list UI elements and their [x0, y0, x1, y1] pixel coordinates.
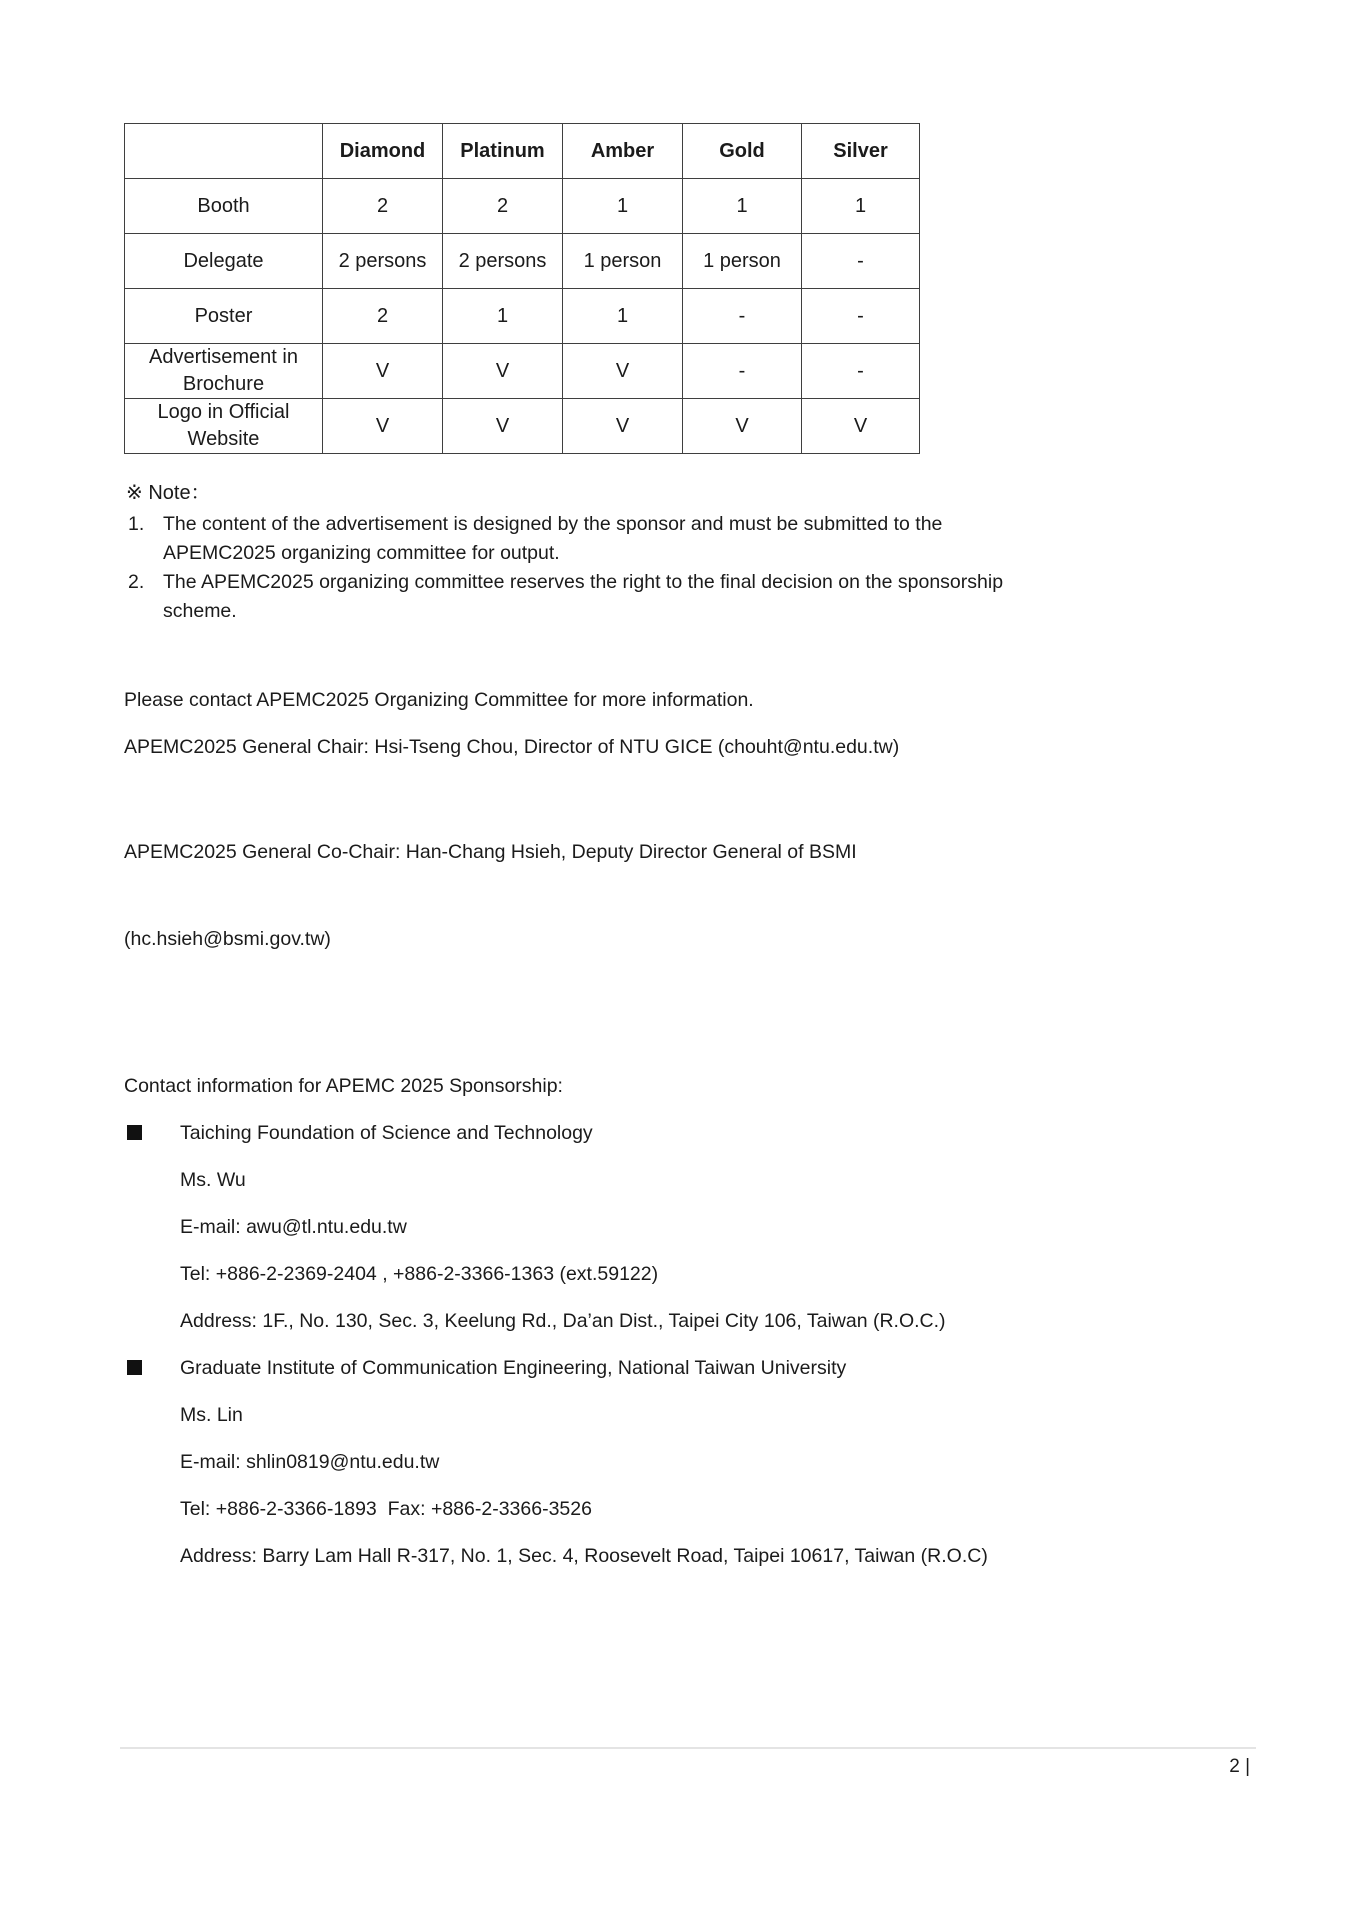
general-cochair-line-1: APEMC2025 General Co-Chair: Han-Chang Hsieh, Deputy Director General of BSMI [124, 841, 857, 863]
note-item-1 [124, 510, 1258, 568]
note-item-2 [124, 568, 1258, 626]
row-label-delegate: Delegate [125, 234, 323, 289]
table-row-booth [125, 179, 920, 234]
column-header-diamond: Diamond [323, 124, 443, 179]
table-row-poster [125, 289, 920, 344]
general-cochair-line-2: (hc.hsieh@bsmi.gov.tw) [124, 928, 331, 950]
document-content [124, 123, 1258, 1589]
table-cell: 1 [683, 179, 802, 234]
footer-divider [120, 1747, 1256, 1749]
note-heading: ※ Note： [126, 482, 211, 504]
table-cell: 2 persons [443, 234, 563, 289]
org-address: Address: Barry Lam Hall R-317, No. 1, Sec. 4, Roosevelt Road, Taipei 10617, Taiwan (R.O.C) [180, 1545, 988, 1567]
table-header-row [125, 124, 920, 179]
note-item-line: scheme. [163, 600, 237, 622]
org-contact-person: Ms. Wu [180, 1169, 246, 1191]
square-bullet-icon [127, 1125, 142, 1140]
column-header-gold: Gold [683, 124, 802, 179]
table-cell: V [443, 344, 563, 399]
note-item-number: 2. [128, 571, 145, 593]
table-cell: V [443, 399, 563, 454]
page-number: 2 | [1229, 1756, 1250, 1777]
sponsorship-tiers-table [124, 123, 920, 454]
table-cell: 2 [443, 179, 563, 234]
table-cell: V [323, 344, 443, 399]
org-name-row [124, 1119, 1258, 1148]
org-telephone: Tel: +886-2-2369-2404 , +886-2-3366-1363 (ext.59122) [180, 1263, 659, 1285]
row-label-booth: Booth [125, 179, 323, 234]
org-name: Taiching Foundation of Science and Technology [180, 1122, 593, 1144]
sponsor-org-gice [124, 1354, 1258, 1571]
table-row-delegate [125, 234, 920, 289]
table-cell: - [683, 289, 802, 344]
row-label-logo: Logo in Official Website [125, 399, 323, 454]
column-header-silver: Silver [802, 124, 920, 179]
table-row-advertisement [125, 344, 920, 399]
row-label-poster: Poster [125, 289, 323, 344]
table-cell: 1 [802, 179, 920, 234]
org-address: Address: 1F., No. 130, Sec. 3, Keelung Rd., Da’an Dist., Taipei City 106, Taiwan (R.O.C.) [180, 1310, 946, 1332]
table-cell: - [802, 344, 920, 399]
org-name: Graduate Institute of Communication Engineering, National Taiwan University [180, 1357, 847, 1379]
general-cochair-block [124, 780, 1258, 1012]
table-cell: 1 person [563, 234, 683, 289]
contact-intro: Please contact APEMC2025 Organizing Committee for more information. [124, 689, 754, 711]
table-cell: 2 [323, 289, 443, 344]
square-bullet-icon [127, 1360, 142, 1375]
table-cell: 2 persons [323, 234, 443, 289]
org-name-row [124, 1354, 1258, 1383]
table-cell: 2 [323, 179, 443, 234]
table-cell: 1 [443, 289, 563, 344]
sponsor-org-taiching [124, 1119, 1258, 1336]
column-header-platinum: Platinum [443, 124, 563, 179]
org-contact-person: Ms. Lin [180, 1404, 243, 1426]
table-cell: V [683, 399, 802, 454]
corner-cell [125, 124, 323, 179]
note-item-line: APEMC2025 organizing committee for output. [163, 542, 560, 564]
table-row-logo [125, 399, 920, 454]
table-cell: 1 [563, 179, 683, 234]
sponsorship-contact-heading: Contact information for APEMC 2025 Sponsorship: [124, 1075, 563, 1097]
note-item-line: The content of the advertisement is designed by the sponsor and must be submitted to the [163, 513, 943, 535]
note-item-number: 1. [128, 513, 145, 535]
table-cell: V [802, 399, 920, 454]
table-cell: - [683, 344, 802, 399]
org-email: E-mail: awu@tl.ntu.edu.tw [180, 1216, 407, 1238]
table-cell: V [563, 399, 683, 454]
note-item-line: The APEMC2025 organizing committee reserves the right to the final decision on the sponsorship [163, 571, 1004, 593]
table-cell: - [802, 234, 920, 289]
general-chair-line: APEMC2025 General Chair: Hsi-Tseng Chou, Director of NTU GICE (chouht@ntu.edu.tw) [124, 736, 900, 758]
org-telephone: Tel: +886-2-3366-1893 Fax: +886-2-3366-3526 [180, 1498, 592, 1520]
row-label-advertisement: Advertisement in Brochure [125, 344, 323, 399]
column-header-amber: Amber [563, 124, 683, 179]
table-cell: V [563, 344, 683, 399]
org-email: E-mail: shlin0819@ntu.edu.tw [180, 1451, 440, 1473]
table-cell: - [802, 289, 920, 344]
table-cell: V [323, 399, 443, 454]
table-cell: 1 [563, 289, 683, 344]
table-cell: 1 person [683, 234, 802, 289]
